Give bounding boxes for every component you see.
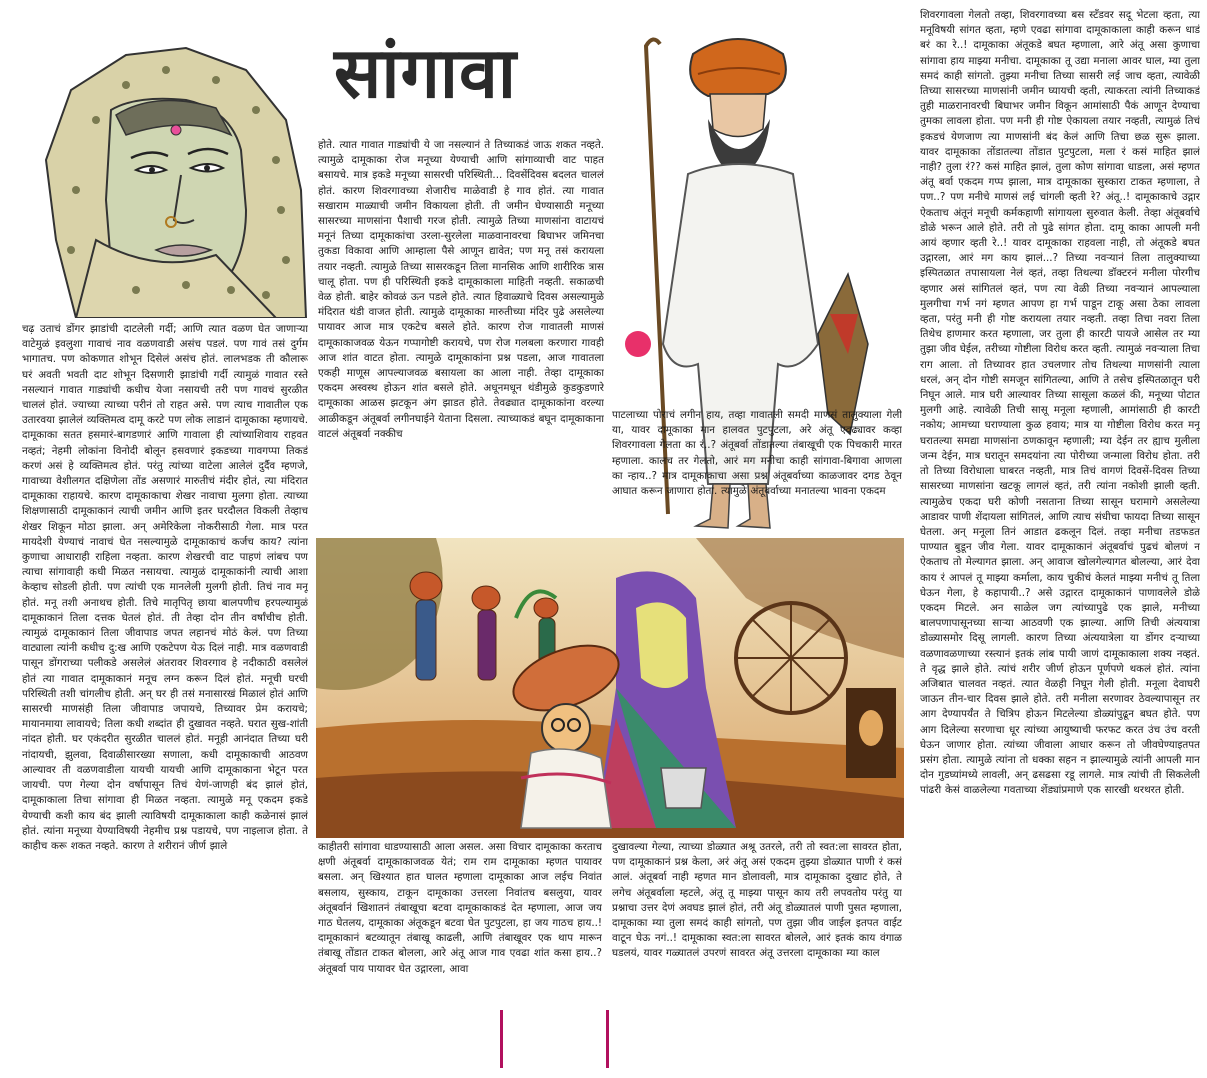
accent-bar-left [500, 1010, 503, 1068]
text-column-5: काहीतरी सांगावा धाडण्यासाठी आला असल. असा विचार दामूकाका करताच क्षणी अंतूबर्वा दामूकाकाजवळ येतं; राम राम दामूकाका म्हणत पायावर बसला. अन् खिश्यात हात घालत म्हणाला दामूकाका आज लईच निवांत बसलाय, सुस्काय, टाकून दामूकाका उत्तरला निवांतच बसलुया, यावर अंतूबर्वानं खिशातनं तंबाखूचा बटवा दामूकाकाकडं देत म्हणाला, आज जय गाठ घेतलय, दामूकाका अंतूकडून बटवा घेत पुटपुटला, हा जय गाठच हाय..! दामूकाकानं बटव्यातून तंबाखू काढली, आणि तंबाखूवर एक थाप मारून तंबाखू तोंडात टाकत बोलला, आरे अंतू आज गाव एवढा शांत कसा हाय..? अंतूबर्वा पाय पायावर घेत उद्गारला, आवा [318, 841, 602, 975]
woman-portrait-illustration [16, 40, 324, 318]
text-column-2: होते. त्यात गावात गाड्यांची ये जा नसल्यानं ते तिच्याकडं जाऊ शकत नव्हते. त्यामुळे दामूकाका रोज मनूच्या येण्याची आणि सांगाव्याची वाट पाहत बसायचे. मात्र इकडे मनूच्या सासरची परिस्थिती... दिवसेंदिवस बदलत चाललं होतं. कारण शिवरगावच्या शेजारीच माळेवाडी हे गाव होतं. त्या गावात सखाराम माळ्याची जमीन विकायला होती. ती जमीन घेण्यासाठी मनूच्या सासरच्या माणसांना पैशाची गरज होती. त्यामुळे तिच्या माणसांना वाटायचं मनूनं तिच्या दामूकाकांचा उरला-सुरलेला माळवानावरचा बिघाभर जमिनचा तुकडा विकावा आणि आम्हाला पैसे आणून द्यावेत; पण मनू तसं करायला तयार नव्हती. त्यामुळे तिच्या सासरकडून तिला मानसिक आणि शारीरिक त्रास चालू होता. पण ही परिस्थिती इकडे दामूकाकाला माहिती नव्हती. सकाळची वेळ होती. बाहेर कोवळं ऊन पडले होते. त्यात हिवाळ्याचे दिवस असल्यामुळे मंदिरात थंडी वाजत होती. त्यामुळे दामूकाका मारुतीच्या मंदिर पुढे असलेल्या पायावर आज मात्र एकटेच बसले होते. कारण रोज गावातली माणसं दामूकाकाजवळ येऊन गप्पागोष्टी करायचे, पण रोज गलबला करणारा गावही आज शांत वाटत होता. त्यामुळे दामूकाकांना प्रश्न पडला, आज गावातला एकही माणूस आपल्याजवळ बसायला का आला नाही. तेव्हा दामूकाका एकदम अस्वस्थ होऊन शांत बसले होते. अधूनमधून थंडीमुळे कुडकुडणारे दामूकाका आळस झटकून अंग झाडत होते. तेवढ्यात दामूकाकांना वरल्या आळीकडून अंतूबर्वा लगीनघाईने येताना दिसला. त्याच्याकडं बघून दामूकाकाना वाटलं अंतूबर्वा नक्कीच [318, 139, 604, 440]
text-column-1: चढ़ उताचं डोंगर झाडांची दाटलेली गर्दी; आणि त्यात वळण घेत जाणाऱ्या वाटेमुळं इवलुशा गावाचं नाव वळणवाडी असंच पडलं. पण गावं तसं दुर्गम भागातच. पण कोकणात शोभून दिसेलं असंच होतं. लालभडक ती कौलारू घरं अवती भवती दाट शोभून दिसणारी झाडांची गर्दी त्यामुळं गावात रस्ते नसल्यानं गावात गाड्यांची कधीच येजा नसायची तरी पण गावचं सुरळीत चाललं होतं. ज्याच्या त्याच्या परीनं तो राहत असे. पण त्याच गावातील एक उतारवया झालेलं व्यक्तिमत्व दामू करटे पण लोक लाडानं दामूकाका म्हणायचे. दामूकाका सतत हसमारं-बागडणारं आणि गावाला ही त्यांच्याशिवाय राहवत नव्हतं; नेहमी लोकांना विनोदी बोलून हसवणारं इकडच्या गावगप्पा तिकडं करणं असं हे व्यक्तिमत्व होतं. परंतु त्यांच्या वाटेला आलेलं दुर्दैव म्हणजे, गावाच्या वेशीलगत दक्षिणेला तोंड असणारं मारुतीचं मंदीर होतं, त्या मंदिरात दामूकाका राहायचे. कारण दामूकाकाचा शेखर नावाचा मुलगा होता. त्याच्या शिक्षणासाठी दामूकाकानं त्याची जमीन आणि इतर घरदौलत विकली तेव्हाच शेखर शिकून मोठा झाला. अन् अमेरिकेला नोकरीसाठी गेला. मात्र परत मायदेशी येण्याचं नावाचं घेत नसल्यामुळे दामूकाकाचं कर्जच काय? त्यांना कुणाचा आधाराही राहिला नव्हता. कारण शेखरची वाट पाहणं लांबच पण त्याचा सांगावाही कधी मिळत नसायचा. त्यामुळं दामूकाकांनी त्याची आशा केव्हाच सोडली होती. पण त्यांची एक मानलेली मुलगी होती. तिचं नाव मनू होतं. मनू तशी अनाथच होती. तिचे मातृपितृ छाया बालपणीच हरपल्यामुळं दामूकाकानं तिला दत्तक घेतलं होतं. ती तेव्हा दोन तीन वर्षांचीच होती. त्यामुळं दामूकाकानं तिला जीवापाड जपत लहानचं मोठं केलं. पण तिच्या वाट्याला त्यांनी कधीच दु:ख आणि एकटेपण येऊ दिलं नाही. मात्र वळणवाडी पासून डोंगराच्या पलीकडे असलेलं अंतरावर शिवरगाव हे नदीकाठी वसलेलं होतं त्या गावात दामूकाकानं मनूच लग्न करून दिलं होतं. मनूची घरची परिस्थिती तशी चांगलीच होती. अन् घर ही तसं मनासारखं मिळालं होतं आणि सासरची माणसंही तिला जीवापाड जपायचे, तिच्यावर प्रेम करायचे; मायानमाया लावायचे; तिला कधी शब्दांत ही दुखावत नव्हते. घरात सुख-शांती नांदत होती. घर एकंदरीत सुरळीत चाललं होतं. मनूही आनंदात तिच्या घरी नांदायची, झुलवा, दिवाळीसारख्या सणाला, कधी दामूकाकाची आठवण आल्यावर ती वळणवाडीला यायची यायची आणि दामूकाकाना भेटून परत जायची. पण गेल्या दोन वर्षापासून तिचं येणं-जाणही बंद झालं होतं, दामूकाकाला तिचा सांगावा ही मिळत नव्हता. त्यामुळे मनू एकदम इकडे येण्याची कशी काय बंद झाली त्याविषयी दामूकाकाला काही कळेनासं झालं होतं. त्यांना मनूच्या येण्याविषयी नेहमीच प्रश्न पडायचे, पण नाइलाज होता. ते काहीच करू शकत नव्हते. कारण ते शरीरानं जीर्ण झाले [22, 323, 308, 852]
text-column-6: दुखावल्या गेल्या, त्याच्या डोळ्यात अश्रू उतरले, तरी तो स्वत:ला सावरत होता, पण दामूकाकानं प्रश्न केला, अरं अंतू असं एकदम तुझ्या डोळ्यात पाणी रं कसं आलं. अंतूबर्वा नाही म्हणत मान डोलावली, मात्र दामूकाका दुखाट होते, ते लगेच अंतूबर्वाला म्हटले, अंतू तू माझ्या पासून काय तरी लपवतोय परंतु या प्रश्नाचा उत्तर देणं अवघड झालं होतं, तरी अंतू डोळ्यातलं पाणी पुसत म्हणाला, दामूकाका म्या तुला समदं काही सांगतो, पण तुझा जीव जाईल इतपत वाईट वाटून घेऊ नगं..! दामूकाका स्वत:ला सावरत बोलले, आरं इतकं काय वंगाळ घडलयं, यावर गळ्यातलं उपरणं सावरत अंतू उत्तरला दामूकाका म्या काल [612, 841, 902, 960]
women-carrying-pots-illustration [316, 538, 904, 838]
text-column-3: पाटलाच्या पोराचं लगीन हाय, तव्हा गावातली समदी माणसं तालुक्याला गेली या, यावर दामूकाका मान हालवत पुटपुटला, अरे अंतू एवढ्यावर कव्हा शिवरगावला गेलता का रं..? अंतूबर्वा तोंडातल्या तंबाखूची एक पिचकारी मारत म्हणाला. कालच तर गेलतो, आरं मग मनीचा काही सांगावा-बिगावा आणला का न्हाय..? मात्र दामूकाकाचा असा प्रश्न अंतूबर्वाच्या काळजावर दगड ठेवून आघात करून जाणारा होता. त्यामुळे अंतूबर्वाच्या मनातल्या भावना एकदम [612, 409, 902, 498]
article-title: सांगावा [334, 32, 518, 114]
accent-bar-right [606, 1010, 609, 1068]
text-column-4: शिवरगावला गेलतो तव्हा, शिवरगावच्या बस स्टँडवर सदू भेटला व्हता, त्या मनूविषयी सांगत व्हता, म्हणे एवढा सांगावा दामूकाकाला काही करून धाडं बरं का रे..! दामूकाका अंतूकडे बघत म्हणाला, आरे अंतू असा कुणाचा सांगावा हाय माझ्या मनीचा. दामूकाका तू उद्या मनाला आवर घाल, म्या तुला समदं काही सांगतो. तुझ्या मनीचा तिच्या सासरी लई जाच व्हता, त्यावेळी तिच्या सासरच्या माणसांनी जमीन घ्यायची व्हती, त्याकरता त्यांनी तिच्याकडं तुही माळरानावरची बिघाभर जमीन विकून आमांसाठी पैकं आणून देण्याचा तुमका लावला होता. पण मनी ही गोष्ट ऐकायला तयार नव्हती, त्यामुळं तिचं इकडचं येणजाण त्या माणसांनी बंद केलं आणि तिचा छळ सुरू झाला. यावर दामूकाका तोंडातल्या तोंडात पुटपुटला, मला रं कसं माहित झालं नाही? तुला रं?? कसं माहित झालं, तुला कोण सांगावा धाडला, असं म्हणत अंतू बर्वा एकदम गप्प झाला, मात्र दामूकाका सुस्कारा टाकत म्हणाला, ते पण..? पण मनीचे माणसं लई चांगली व्हती रे? अंतू..! दामूकाकाचे उद्गार ऐकताच अंतूनं मनूची कर्मकहाणी सांगायला सुरुवात केली. तेव्हा अंतूबर्वाचे डोळे भरून आले होते. तरी तो पुढे सांगत होता. दामू काका आपली मनी आयं व्हणार व्हती रे..! यावर दामूकाका राहवला नाही, तो अंतूकडे बघत उद्गारला, आरं मग काय झालं...? तिच्या नवऱ्यानं तिला तालुक्याच्या इस्पितळात तपासायला नेलं व्हतं, तव्हा तिथल्या डॉक्टरनं मनीला पोरगीच व्हणार असं सांगितलं व्हतं, पण त्या वेळी तिच्या नवऱ्यानं आपल्याला मुलगीचा गर्भ नगं म्हणत आपण हा गर्भ पाडून टाकू असा ठेका लावला व्हता, परंतु मनी ही गोष्ट करायला तयार नव्हती. तव्हा तिचा नवरा तिला तिथेच हाणमार करत म्हणाला, जर तुला ही कारटी पायजे आसेल तर म्या तुझा जीव घेईल, तरीच्या गोष्टीला विरोध करत व्हती. त्यामुळं नवऱ्याला तिचा राग आला. तो तिच्यावर हात उचलणार तोच तिथल्या माणसांनी त्याला धरलं, अन् दोन गोष्टी समजून सांगितल्या, आणि ते तसेच इस्पितळातून घरी निघून आले. मात्र घरी आल्यावर तिच्या सासूला कळलं की, मनूच्या पोटात मुलगी आहे. त्यावेळी तिची सासू मनूला म्हणाली, आमांसाठी ही कारटी नकोय; आमच्या घराण्याला कुळ हवाय; मात्र या गोष्टीला विरोध करत मनू घरातल्या समद्या माणसांना ठणकावून म्हणाली; म्या देईन तर ह्याच मुलीला जन्म देईन, मात्र घरातून समदयांना त्या पोरीच्या जन्माला विरोध होता. तरी तो तिच्या विरोधाला घाबरत नव्हती, मात्र तिचं वागणं दिवसें-दिवस तिच्या सासरच्या माणसांना खटकू लागलं व्हतं, तरी त्यांना नकोशी झाली व्हती. त्यामुळेच एकदा घरी कोणी नसताना तिच्या सासून घरामागे असलेल्या आडावर पाणी शेंदायला सांगितलं, आणि त्याच संधीचा फायदा तिच्या सासून घेतला. अन् मनूला तिनं आडात ढकलून दिलं. तव्हा मनीचा तडफडत पाण्यात बुडून जीव गेला. यावर दामूकाकानं अंतूबर्वाचं पुढचं बोलणं न ऐकताच तो मेल्यागत झाला. अन् आवाज खोलगेल्यागत बोलल्या, आरं देवा काय रं आपलं तू माझ्या कर्माला, काय चुकीचं केलतं माझ्या मनीचं तू तिला घेऊन गेला, हे कहापायी..? असे उद्गारत दामूकाकानं पाणावलेले डोळे एकदम मिटले. अन साळेल जग त्यांच्यापुढे एक झाले, मनीच्या बालपणापासूनच्या साऱ्या आठवणी एक झाल्या. आणि तिची अंत्ययात्रा डोळ्यासमोर दिसू लागली. कारण तिच्या अंत्ययात्रेला या डोंगर दऱ्याच्या वळणावळणाच्या रस्त्यानं इतकं लांब पायी जाणं दामूकाकाला शक्य नव्हतं. ते वृद्ध झाले होते. त्यांचं शरीर जीर्ण होऊन पूर्णपणे थकलं होतं. त्यांना अजिबात चालवत नव्हतं. त्यात वेळही निघून गेली होती. मनूला देवाघरी जाऊन तीन-चार दिवस झाले होते. तरी मनीला सरणावर ठेवल्यापासून तर आग देण्यापर्यंत ते चित्रिप होऊन मिटलेल्या डोळ्यांपुढून बघत होते. पण आग दिलेल्या सरणाचा धूर त्यांच्या आयुष्याची फरफट करत उंच उंच वरती घेऊन जाणार होता. त्यांच्या जीवाला आधार करून तो जीवघेण्याइतपत प्रसंग होता. त्यामुळे त्यांना तो धक्का सहन न झाल्यामुळे त्यांनी आपली मान दोन गुडघ्यांमध्ये लावली, अन् ढसढसा रडू लागले. मात्र त्यांची ती सिकलेली पांढरी केसं वाळलेल्या गवताच्या शेंड्यांप्रमाणे एक सारखी थरथरत होती. [920, 9, 1200, 797]
